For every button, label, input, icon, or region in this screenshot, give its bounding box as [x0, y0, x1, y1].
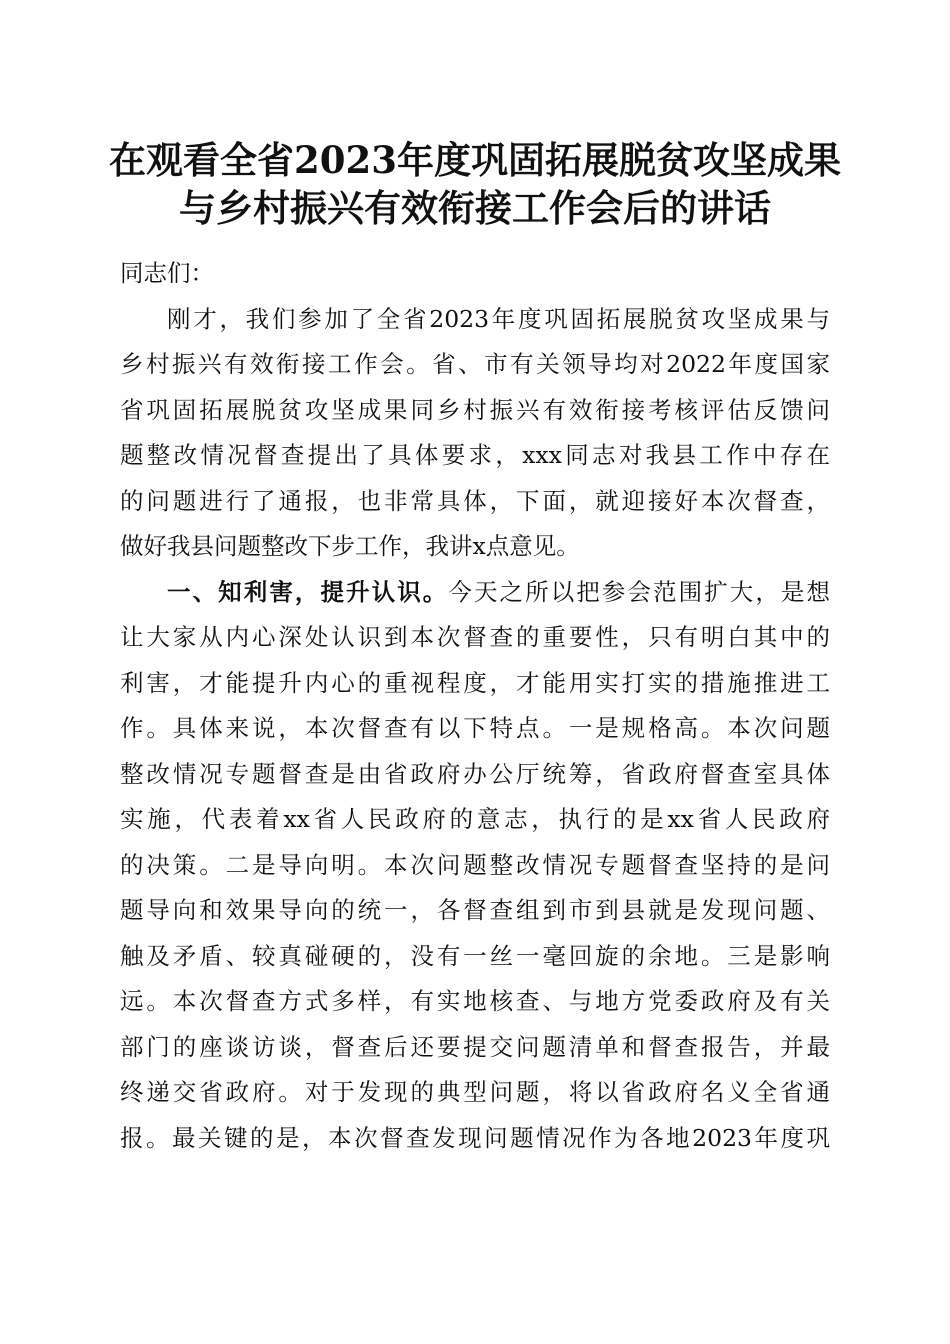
document-title: [100, 136, 850, 232]
section-1-line: 终递交省政府。对于发现的典型问题，将以省政府名义全省通: [120, 1078, 830, 1106]
section-1-line: 的决策。二是导向明。本次问题整改情况专题督查坚持的是问: [120, 850, 830, 879]
section-1-line: 远。本次督查方式多样，有实地核查、与地方党委政府及有关: [120, 987, 830, 1015]
salutation: 同志们：: [120, 259, 214, 287]
section-1-line: 实施，代表着xx省人民政府的意志，执行的是xx省人民政府: [120, 805, 830, 833]
section-1-line: 题导向和效果导向的统一，各督查组到市到县就是发现问题、: [120, 896, 830, 924]
section-1-line: 部门的座谈访谈，督查后还要提交问题清单和督查报告，并最: [120, 1032, 830, 1061]
paragraph-1: [120, 297, 830, 570]
section-1-line: 作。具体来说，本次督查有以下特点。一是规格高。本次问题: [120, 714, 830, 742]
document-body: [120, 251, 830, 1161]
section-1-line: 触及矛盾、较真碰硬的，没有一丝一毫回旋的余地。三是影响: [120, 941, 830, 970]
section-1-first-line-text: 今天之所以把参会范围扩大，是想: [448, 577, 831, 606]
title-line-2: 与乡村振兴有效衔接工作会后的讲话: [179, 186, 771, 230]
paragraph-1-line: 做好我县问题整改下步工作，我讲x点意见。: [120, 532, 580, 560]
section-1-line: 利害，才能提升内心的重视程度，才能用实打实的措施推进工: [120, 668, 830, 697]
section-1-heading: 一、知利害，提升认识。: [167, 577, 449, 606]
section-1-line: 让大家从内心深处认识到本次督查的重要性，只有明白其中的: [120, 623, 830, 651]
paragraph-1-line: 的问题进行了通报，也非常具体，下面，就迎接好本次督查，: [120, 486, 830, 515]
paragraph-1-line: 题整改情况督查提出了具体要求，xxx同志对我县工作中存在: [120, 441, 830, 469]
section-1: [120, 570, 830, 1162]
paragraph-1-line: 省巩固拓展脱贫攻坚成果同乡村振兴有效衔接考核评估反馈问: [120, 395, 830, 424]
section-1-line: 报。最关键的是，本次督查发现问题情况作为各地2023年度巩: [120, 1123, 830, 1152]
paragraph-1-line: 刚才，我们参加了全省2023年度巩固拓展脱贫攻坚成果与: [167, 304, 830, 333]
section-1-first-line: [120, 570, 830, 616]
section-1-line: 整改情况专题督查是由省政府办公厅统筹，省政府督查室具体: [120, 759, 830, 788]
title-line-1: 在观看全省2023年度巩固拓展脱贫攻坚成果: [109, 138, 841, 182]
paragraph-1-line: 乡村振兴有效衔接工作会。省、市有关领导均对2022年度国家: [120, 350, 830, 378]
